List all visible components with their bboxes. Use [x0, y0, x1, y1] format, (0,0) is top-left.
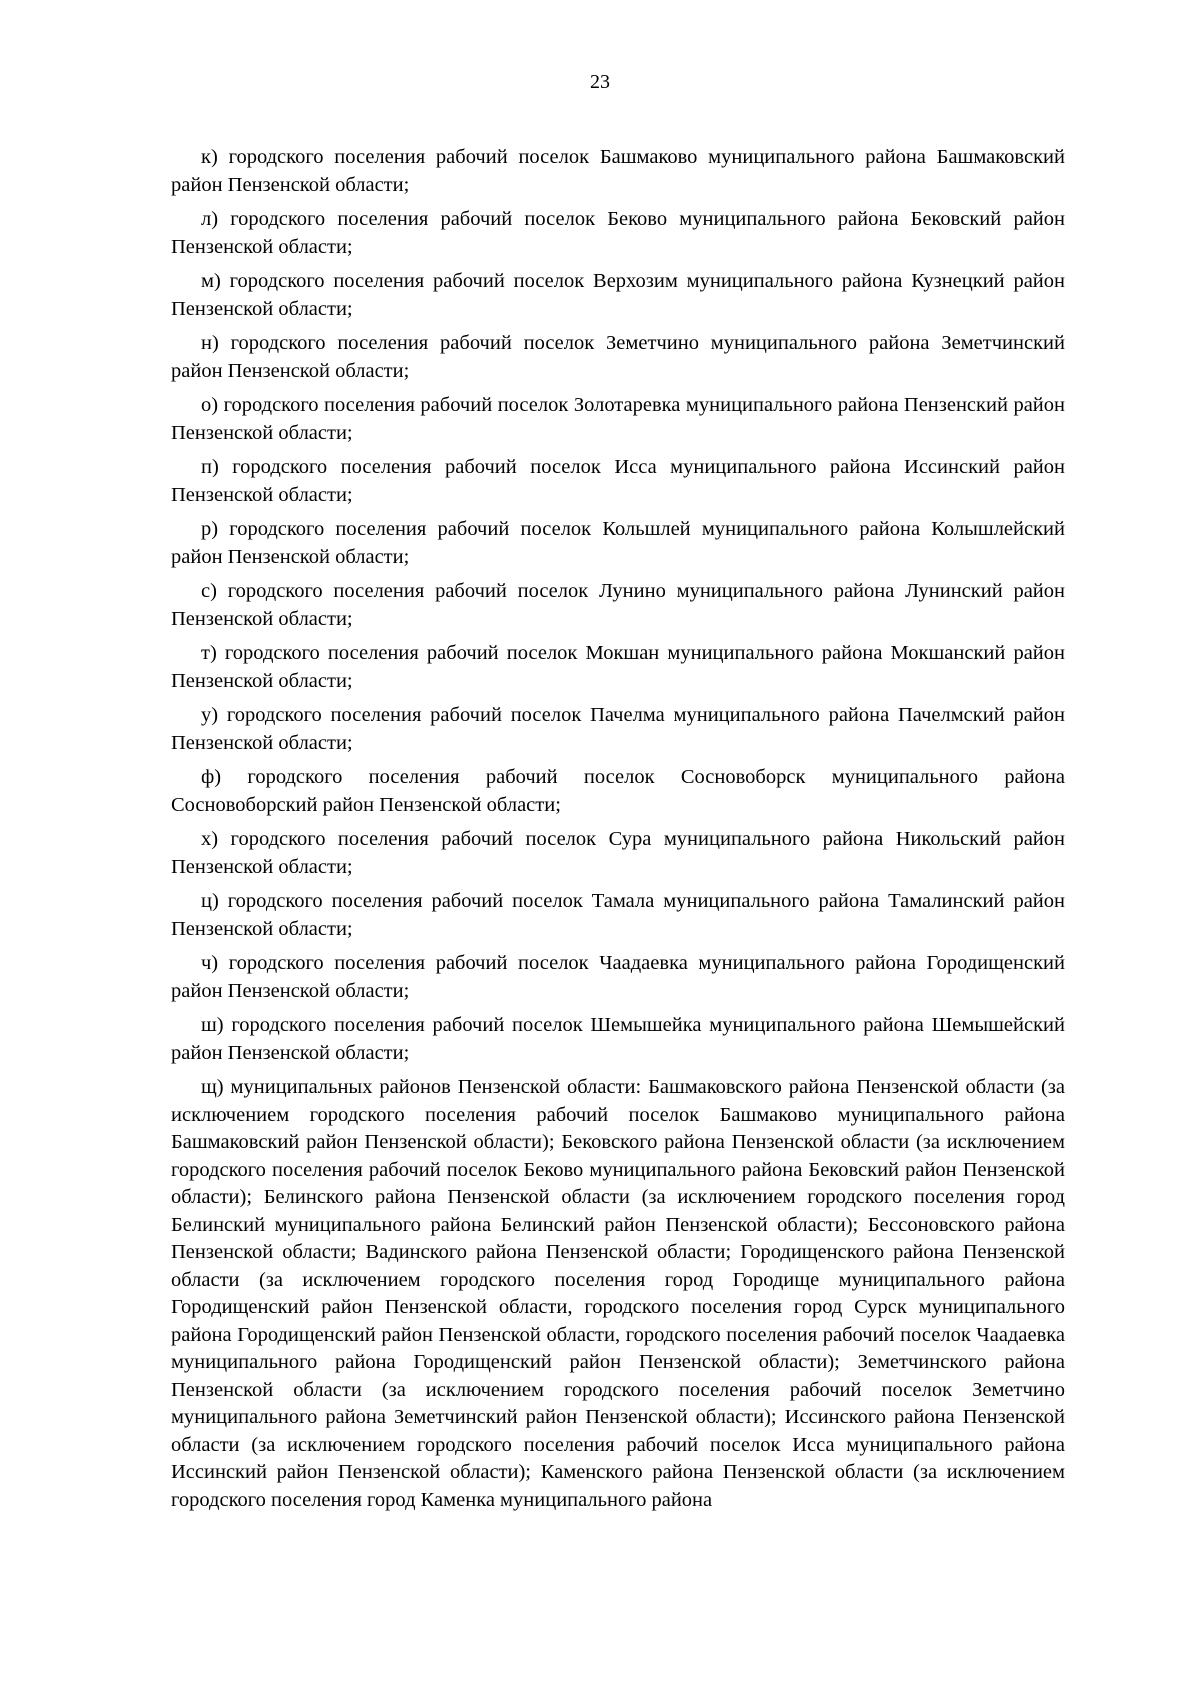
list-item-o: о) городского поселения рабочий поселок Золотаревка муниципального района Пензенский район Пензенской области; — [171, 394, 1065, 444]
list-item-f: ф) городского поселения рабочий поселок Сосновоборск муниципального района Сосновоборский район Пензенской области; — [171, 766, 1065, 816]
list-item-sh: ш) городского поселения рабочий поселок Шемышейка муниципального района Шемышейский район Пензенской области; — [171, 1014, 1065, 1064]
list-item-ts: ц) городского поселения рабочий поселок Тамала муниципального района Тамалинский район Пензенской области; — [171, 890, 1065, 940]
document-body — [171, 144, 1065, 1521]
page-number: 23 — [590, 71, 610, 93]
list-item-u: у) городского поселения рабочий поселок Пачелма муниципального района Пачелмский район Пензенской области; — [171, 704, 1065, 754]
list-item-shch: щ) муниципальных районов Пензенской области: Башмаковского района Пензенской области (за исключением городского поселения рабочий поселок Башмаково муниципального района Башмаковский район Пензенской области); Бековского района Пензенской области (за исключением городского поселения рабочий поселок Беково муниципального района Бековский район Пензенской области); Белинского района Пензенской области (за исключением городского поселения город Белинский муниципального района Белинский район Пензенской области); Бессоновского района Пензенской области; Вадинского района Пензенской области; Городищенского района Пензенской области (за исключением городского поселения город Городище муниципального района Городищенский район Пензенской области, городского поселения город Сурск муниципального района Городищенский район Пензенской области, городского поселения рабочий поселок Чаадаевка муниципального района Городищенский район Пензенской области); Земетчинского района Пензенской области (за исключением городского поселения рабочий поселок Земетчино муниципального района Земетчинский район Пензенской области); Иссинского района Пензенской области (за исключением городского поселения рабочий поселок Исса муниципального района Иссинский район Пензенской области); Каменского района Пензенской области (за исключением городского поселения город Каменка муниципального района — [171, 1076, 1065, 1511]
list-item-r: р) городского поселения рабочий поселок Кольшлей муниципального района Колышлейский район Пензенской области; — [171, 518, 1065, 568]
list-item-n: н) городского поселения рабочий поселок Земетчино муниципального района Земетчинский район Пензенской области; — [171, 332, 1065, 382]
list-item-p: п) городского поселения рабочий поселок Исса муниципального района Иссинский район Пензенской области; — [171, 456, 1065, 506]
list-item-kh: х) городского поселения рабочий поселок Сура муниципального района Никольский район Пензенской области; — [171, 828, 1065, 878]
list-item-k: к) городского поселения рабочий поселок Башмаково муниципального района Башмаковский район Пензенской области; — [171, 146, 1065, 196]
list-item-t: т) городского поселения рабочий поселок Мокшан муниципального района Мокшанский район Пензенской области; — [171, 642, 1065, 692]
list-item-s: с) городского поселения рабочий поселок Лунино муниципального района Лунинский район Пензенской области; — [171, 580, 1065, 630]
list-item-ch: ч) городского поселения рабочий поселок Чаадаевка муниципального района Городищенский район Пензенской области; — [171, 952, 1065, 1002]
list-item-l: л) городского поселения рабочий поселок Беково муниципального района Бековский район Пензенской области; — [171, 208, 1065, 258]
list-item-m: м) городского поселения рабочий поселок Верхозим муниципального района Кузнецкий район Пензенской области; — [171, 270, 1065, 320]
